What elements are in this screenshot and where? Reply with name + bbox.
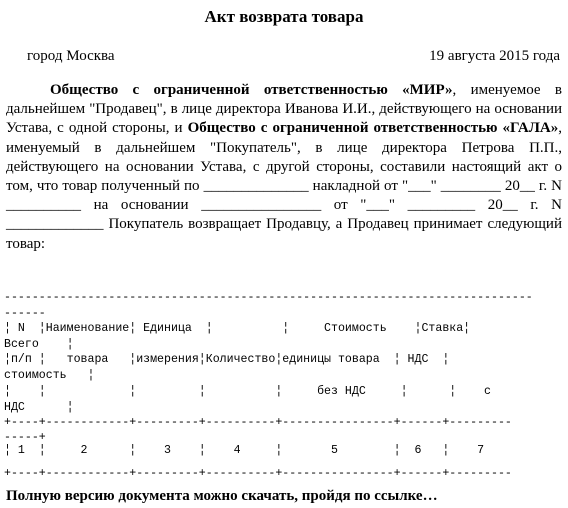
act-paragraph bbox=[6, 81, 562, 254]
table-separator: +----+------------+---------+----------+----------------+------+--------- bbox=[4, 416, 512, 429]
document-title: Акт возврата товара bbox=[204, 7, 364, 26]
table-header-row: ¦п/п ¦ товара ¦измерения¦Количество¦единицы товара ¦ НДС ¦ bbox=[4, 353, 450, 366]
document-date: 19 августа 2015 года bbox=[429, 48, 560, 64]
table-header-row: ¦ ¦ ¦ ¦ ¦ без НДС ¦ ¦ с bbox=[4, 385, 492, 398]
table-header-row: НДС ¦ bbox=[4, 401, 74, 414]
table-header-row: Всего ¦ bbox=[4, 338, 74, 351]
table-line: ------ bbox=[4, 307, 46, 320]
table-line: ---------------------------------------------------------------------------- bbox=[4, 291, 533, 304]
paragraph-text-2: , именуемый в дальнейшем "Покупатель", в лице директора Петрова П.П., действующего на основании Устава, с другой стороны, составили настоящий акт о том, что товар полученный по ______________ накладной от "___" ________ 20__ г. N __________ на основании ________________ от "___" _________ 20__ г. N _____________ Покупатель возвращает Продавцу, а Продавец принимает следующий товар: bbox=[6, 120, 562, 252]
document-city: город Москва bbox=[27, 48, 115, 64]
table-header-row: стоимость ¦ bbox=[4, 369, 95, 382]
table-header-row: ¦ N ¦Наименование¦ Единица ¦ ¦ Стоимость ¦Ставка¦ bbox=[4, 322, 471, 335]
table-separator: -----+ bbox=[4, 431, 46, 444]
paragraph-text-1: , именуемое в дальнейшем "Продавец", в лице директора Иванова И.И., действующего на основании Устава, с одной стороны, и bbox=[6, 82, 562, 137]
table-separator: +----+------------+---------+----------+----------------+------+--------- bbox=[4, 467, 512, 480]
seller-name: Общество с ограниченной ответственностью «МИР» bbox=[50, 82, 453, 98]
table-number-row: ¦ 1 ¦ 2 ¦ 3 ¦ 4 ¦ 5 ¦ 6 ¦ 7 bbox=[4, 444, 485, 457]
buyer-name: Общество с ограниченной ответственностью «ГАЛА» bbox=[187, 120, 559, 137]
download-note: Полную версию документа можно скачать, пройдя по ссылке… bbox=[6, 488, 438, 504]
